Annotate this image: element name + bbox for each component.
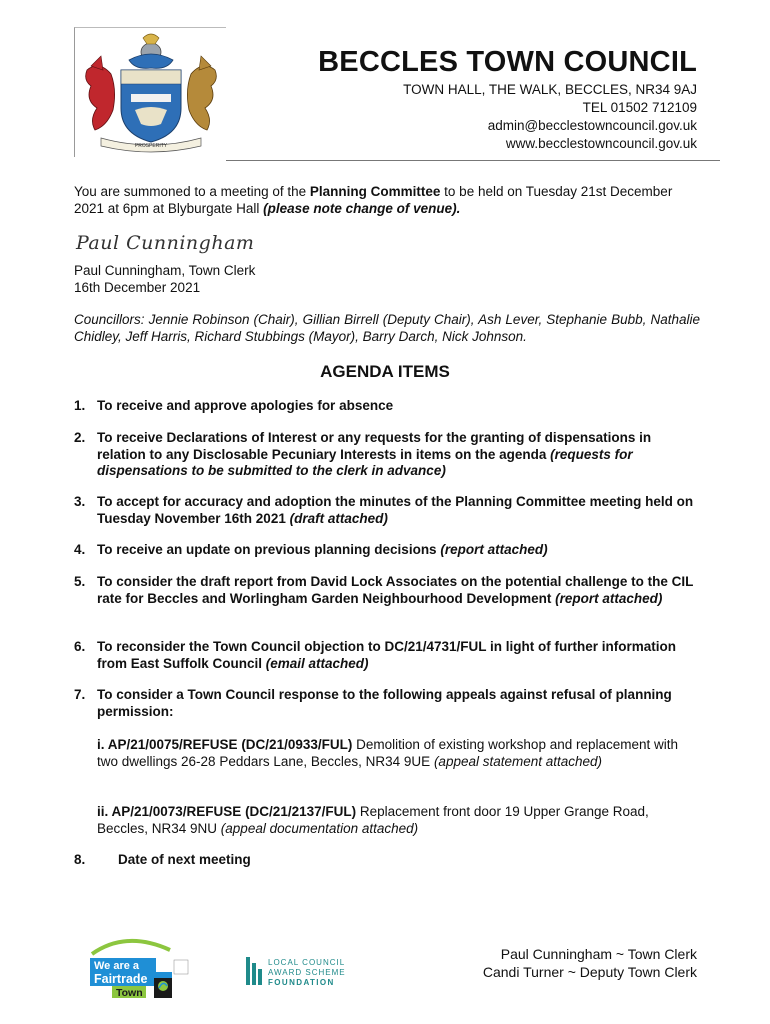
clerk-details xyxy=(74,262,255,296)
agenda-item-4: 4. To receive an update on previous planning decisions (report attached) xyxy=(74,542,548,557)
agenda-item-6: 6. To reconsider the Town Council objection to DC/21/4731/FUL in light of further information from East Suffolk Council (email attached) xyxy=(74,639,677,671)
meeting-summons: You are summoned to a meeting of the Planning Committee to be held on Tuesday 21st December 2021 at 6pm at Blyburgate Hall (please note change of venue). xyxy=(74,184,673,216)
svg-text:FOUNDATION: FOUNDATION xyxy=(268,978,335,987)
venue-change-note: (please note change of venue). xyxy=(263,201,461,216)
agenda-item-3: 3. To accept for accuracy and adoption the minutes of the Planning Committee meeting held on Tuesday November 16th 2021 (draft attached) xyxy=(74,494,694,526)
clerk-name: Paul Cunningham, Town Clerk xyxy=(74,263,256,278)
agenda-title: AGENDA ITEMS xyxy=(320,362,450,381)
svg-text:Town: Town xyxy=(116,987,143,999)
lcas-badge-icon xyxy=(244,954,356,988)
agenda-item-7: 7. To consider a Town Council response to the following appeals against refusal of planning permission: xyxy=(74,687,672,719)
fairtrade-town-logo xyxy=(86,934,190,1005)
council-telephone: TEL 01502 712109 xyxy=(582,100,697,115)
agenda-item-5: 5. To consider the draft report from David Lock Associates on the potential challenge to the CIL rate for Beccles and Worlingham Garden Neighbourhood Development (report attached) xyxy=(74,574,694,606)
appeal-item-1: i. AP/21/0075/REFUSE (DC/21/0933/FUL) Demolition of existing workshop and replacement with two dwellings 26-28 Peddars Lane, Beccles, NR34 9UE (appeal statement attached) xyxy=(97,737,679,769)
councillors-list: Councillors: Jennie Robinson (Chair), Gillian Birrell (Deputy Chair), Ash Lever, Stephanie Bubb, Nathalie Chidley, Jeff Harris, Richard Stubbings (Mayor), Barry Darch, Nick Johnson. xyxy=(74,312,700,344)
svg-text:We are a: We are a xyxy=(94,960,140,972)
crest-frame xyxy=(74,27,226,157)
svg-text:AWARD SCHEME: AWARD SCHEME xyxy=(268,968,346,977)
council-name: BECCLES TOWN COUNCIL xyxy=(318,46,697,78)
issue-date: 16th December 2021 xyxy=(74,280,201,295)
footer-clerk: Paul Cunningham ~ Town Clerk xyxy=(500,946,697,962)
council-email[interactable]: admin@becclestowncouncil.gov.uk xyxy=(487,118,697,133)
council-website[interactable]: www.becclestowncouncil.gov.uk xyxy=(505,136,697,151)
clerk-signature: Paul Cunningham xyxy=(76,232,255,254)
appeal-item-2: ii. AP/21/0073/REFUSE (DC/21/2137/FUL) Replacement front door 19 Upper Grange Road, Beccles, NR34 9NU (appeal documentation attached) xyxy=(97,804,649,836)
agenda-item-1: 1. To receive and approve apologies for absence xyxy=(74,398,394,413)
footer-deputy-clerk: Candi Turner ~ Deputy Town Clerk xyxy=(482,964,697,980)
fairtrade-badge-icon xyxy=(86,934,190,1000)
coat-of-arms-logo xyxy=(77,30,225,156)
agenda-item-2: 2. To receive Declarations of Interest or any requests for the granting of dispensations in relation to any Disclosable Pecuniary Interests in items on the agenda (requests for dispensations to be submitted to the clerk in advance) xyxy=(74,430,652,478)
svg-text:PROSPERITY: PROSPERITY xyxy=(134,143,168,149)
svg-text:Fairtrade: Fairtrade xyxy=(94,972,148,986)
agenda-item-8: 8. Date of next meeting xyxy=(74,852,251,867)
council-address: TOWN HALL, THE WALK, BECCLES, NR34 9AJ xyxy=(403,82,697,97)
lcas-foundation-logo xyxy=(244,954,356,993)
header-divider xyxy=(226,160,720,161)
committee-name: Planning Committee xyxy=(309,184,441,199)
svg-text:LOCAL COUNCIL: LOCAL COUNCIL xyxy=(268,958,346,967)
